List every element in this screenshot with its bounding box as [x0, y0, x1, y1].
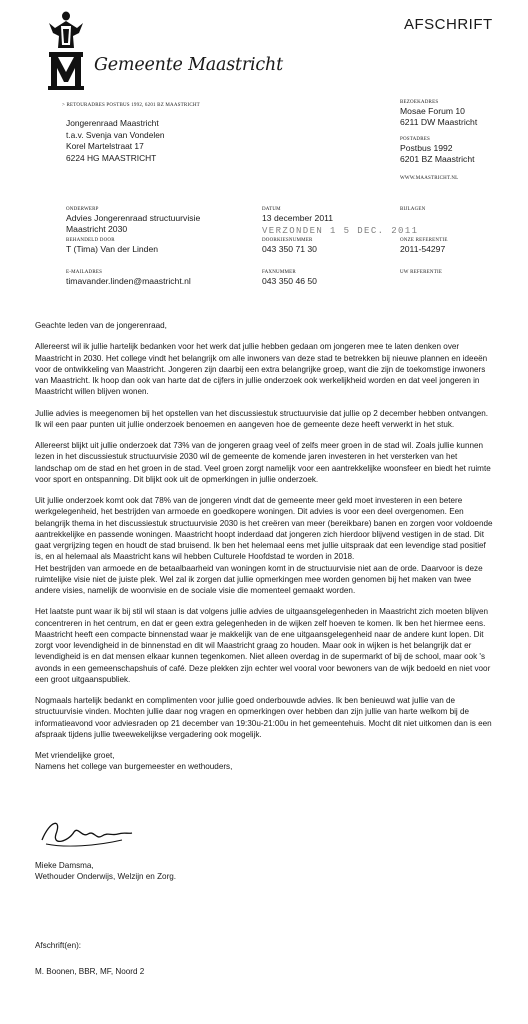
email-label: E-MAILADRES: [66, 270, 103, 275]
your-reference-block: [400, 269, 442, 276]
copies-list: M. Boonen, BBR, MF, Noord 2: [35, 967, 145, 976]
postal-address-line: 6201 BZ Maastricht: [400, 154, 475, 164]
signer-block: [35, 860, 495, 883]
attachments-block: [400, 206, 426, 213]
phone-label: DOORKIESNUMMER: [262, 238, 313, 243]
subject-label: ONDERWERP: [66, 207, 99, 212]
subject-line: Advies Jongerenraad structuurvisie: [66, 213, 201, 223]
letter-body: [35, 320, 495, 773]
date-label: DATUM: [262, 207, 281, 212]
recipient-address: [66, 118, 165, 164]
subject-line: Maastricht 2030: [66, 224, 128, 234]
website[interactable]: WWW.MAASTRICHT.NL: [400, 176, 459, 181]
visit-address-line: Mosae Forum 10: [400, 106, 465, 116]
attachments-label: BIJLAGEN: [400, 207, 426, 212]
email-value[interactable]: timavander.linden@maastricht.nl: [66, 276, 191, 286]
body-paragraph: Het laatste punt waar ik bij stil wil staan is dat volgens jullie advies de uitgaansgelegenheden in Maastricht zich moeten blijven concentreren in het centrum, en dat er geen extra gelegenheden in de wijken zelf hoeven te komen. Ik ben het hiermee eens. Maastricht heeft een compacte binnenstad waar je makkelijk van de ene uitgaansgelegenheid naar de andere kunt lopen. Dit zorgt voor levendigheid in de binnenstad en dit wil Maastricht graag zo houden. Maar ook in wijken is het belangrijk dat er levendigheid is en dat mensen elkaar kunnen tegenkomen. Niet alleen overdag in de supermarkt of bij de school, maar ook 's avonds in een gemeenschapshuis of café. Deze plekken zijn echter wel vooral voor bewoners van de wijk bedoeld en niet voor een groot uitgaanspubliek.: [35, 607, 491, 684]
body-paragraph: Uit jullie onderzoek komt ook dat 78% van de jongeren vindt dat de gemeente meer geld moet investeren in een betere werkgelegenheid, het bestrijden van armoede en goedkopere woningen. Dit advies is voor een deel overgenomen. Een belangrijk thema in het discussiestuk structuurvisie 2030 is het creëren van meer (bereikbare) banen en zorgen voor voldoende aantrekkelijke en passende woningen. Maastricht hoopt inderdaad dat jongeren zich hierdoor blijvend vestigen in de stad. Dit gaat vergrijzing tegen en houdt de stad bruisend. Ik ben het helemaal eens met jullie uitspraak dat een levendige stad positief is, en al helemaal als Maastricht kans wil hebben Culturele Hoofdstad te worden in 2018. Het bestrijden van armoede en de betaalbaarheid van woningen komt in de structuurvisie niet aan de orde. Daarvoor is deze ruimtelijke visie niet de juiste plek. Wel zal ik zorgen dat jullie opmerkingen mee worden genomen bij het maken van twee andere visies, namelijk de woonvisie en de sociale visie die momenteel gemaakt worden.: [35, 496, 493, 595]
salutation: Geachte leden van de jongerenraad,: [35, 321, 167, 330]
return-address: > RETOURADRES POSTBUS 1992, 6201 BZ MAASTRICHT: [62, 103, 200, 108]
recipient-line: Korel Martelstraat 17: [66, 141, 144, 152]
date-block: [262, 206, 333, 224]
recipient-line: 6224 HG MAASTRICHT: [66, 152, 157, 163]
our-reference-label: ONZE REFERENTIE: [400, 238, 448, 243]
signer-name: Mieke Damsma,: [35, 861, 94, 870]
email-block: [66, 269, 191, 287]
recipient-line: Jongerenraad Maastricht: [66, 118, 159, 128]
body-paragraph: Nogmaals hartelijk bedankt en complimenten voor jullie goed onderbouwde advies. Ik ben benieuwd wat jullie van de structuurvisie vinden. Mochten jullie daar nog vragen en opmerkingen over hebben dan zijn jullie van harte welkom bij de informatieavond voor adviesraden op 21 december van 19:30u-21:00u in het gemeentehuis. Mocht dit niet uitkomen dan is een afspraak tijdens jullie tweewekelijkse vergadering ook mogelijk.: [35, 696, 492, 739]
municipal-logo: [46, 8, 86, 90]
afschrift-stamp: AFSCHRIFT: [404, 16, 493, 33]
postal-address-label: POSTADRES: [400, 137, 431, 142]
handled-by-value: T (Tima) Van der Linden: [66, 244, 159, 254]
handled-by-label: BEHANDELD DOOR: [66, 238, 115, 243]
our-reference-block: [400, 237, 448, 255]
closing-line: Met vriendelijke groet,: [35, 751, 115, 760]
body-paragraph: Allereerst wil ik jullie hartelijk bedanken voor het werk dat jullie hebben gedaan om jongeren mee te laten denken over Maastricht in 2030. Het college vindt het belangrijk om alle inwoners van deze stad te betrekken bij nieuwe plannen en ideeën voor de ontwikkeling van Maastricht. Jongeren zijn daarbij een extra belangrijke groep, want die zijn de toekomstige inwoners van Maastricht. Ik hoop dan ook van harte dat de cijfers in jullie onderzoek ook werkelijkheid worden en dat veel jongeren in Maastricht willen blijven wonen.: [35, 342, 488, 397]
phone-value: 043 350 71 30: [262, 244, 317, 254]
date-value: 13 december 2011: [262, 213, 334, 223]
postal-address-line: Postbus 1992: [400, 143, 453, 153]
your-reference-label: UW REFERENTIE: [400, 270, 443, 275]
signer-title: Wethouder Onderwijs, Welzijn en Zorg.: [35, 872, 177, 882]
fax-block: [262, 269, 317, 287]
body-paragraph: Jullie advies is meegenomen bij het opstellen van het discussiestuk structuurvisie dat jullie op 2 december hebben ontvangen. Ik wil een paar punten uit jullie onderzoek benoemen en aangeven hoe de gemeente deze heeft verwerkt in het stuk.: [35, 408, 489, 429]
visit-address-label: BEZOEKADRES: [400, 100, 439, 105]
sent-date-stamp: VERZONDEN 1 5 DEC. 2011: [262, 226, 419, 236]
body-paragraph: Allereerst blijkt uit jullie onderzoek dat 73% van de jongeren graag veel of zelfs meer groen in de stad wil. Zoals jullie kunnen lezen in het discussiestuk structuurvisie 2030 wil de gemeente de komende jaren investeren in het versterken van het landschap om de stad en het groen in de stad. Veel groen zorgt namelijk voor een aantrekkelijke woonsfeer en biedt het ruimte voor sport en ontspanning. Dit blijkt ook uit de opmerkingen in jullie onderzoek.: [35, 441, 491, 484]
visit-address: [400, 99, 477, 128]
our-reference-value: 2011-54297: [400, 244, 446, 254]
closing-line: Namens het college van burgemeester en wethouders,: [35, 762, 233, 772]
postal-address: [400, 136, 475, 165]
subject-block: [66, 206, 200, 235]
phone-block: [262, 237, 317, 255]
org-name: Gemeente Maastricht: [94, 55, 283, 75]
recipient-line: t.a.v. Svenja van Vondelen: [66, 129, 165, 140]
handwritten-signature: [36, 812, 136, 850]
fax-value: 043 350 46 50: [262, 276, 317, 286]
visit-address-line: 6211 DW Maastricht: [400, 117, 478, 127]
fax-label: FAXNUMMER: [262, 270, 296, 275]
copies-label: Afschrift(en):: [35, 941, 82, 950]
handled-by-block: [66, 237, 158, 255]
